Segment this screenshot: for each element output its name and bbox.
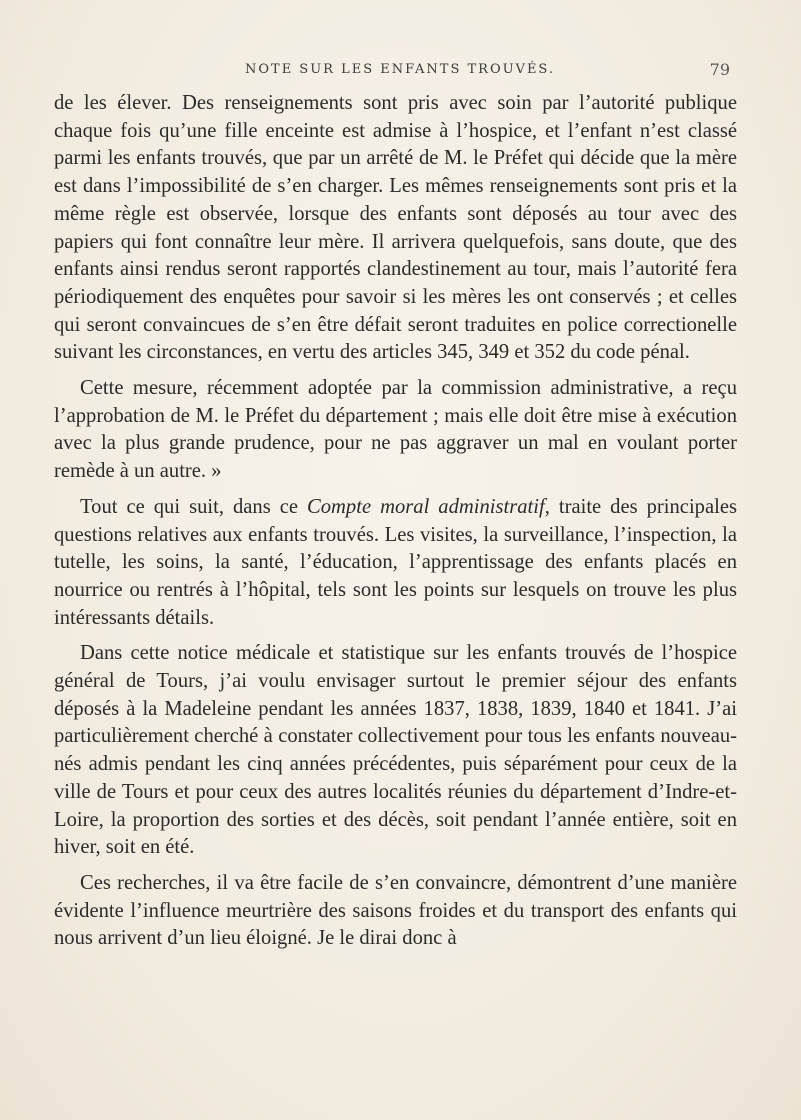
paragraph-text: , traite des principales questions relatives aux enfants trouvés. Les visites, la surveillance, l’inspection, la tutelle, les soins, la santé, l’éducation, l’apprentissage des enfants placés en nourrice ou rentrés à l’hôpital, tels sont les points sur lesquels on trouve les plus intéressants détails. — [54, 495, 737, 629]
paragraph: Ces recherches, il va être facile de s’en convaincre, démontrent d’une manière évidente l’influence meurtrière des saisons froides et du transport des enfants qui nous arrivent d’un lieu éloigné. Je le dirai donc à — [54, 871, 737, 950]
page-number: 79 — [709, 60, 730, 79]
book-title-italic: Compte moral administratif — [307, 495, 545, 518]
body-text — [54, 90, 737, 953]
paragraph: Dans cette notice médicale et statistique sur les enfants trouvés de l’hospice général de Tours, j’ai voulu envisager surtout le premier séjour des enfants déposés à la Madeleine pendant les années 1837, 1838, 1839, 1840 et 1841. J’ai particulièrement cherché à constater collectivement pour tous les enfants nouveau-nés admis pendant les cinq années précédentes, puis séparément pour ceux de la ville de Tours et pour ceux des autres localités réunies du département d’Indre-et-Loire, la proportion des sorties et des décès, soit pendant l’année entière, soit en hiver, soit en été. — [54, 642, 737, 859]
paragraph: Cette mesure, récemment adoptée par la commission administrative, a reçu l’approbation de M. le Préfet du département ; mais elle doit être mise à exécution avec la plus grande prudence, pour ne pas aggraver un mal en voulant porter remède à un autre. » — [54, 377, 737, 483]
paragraph-continuation: de les élever. Des renseignements sont pris avec soin par l’autorité publique chaque fois qu’une fille enceinte est admise à l’hospice, et l’enfant n’est classé parmi les enfants trouvés, que par un arrêté de M. le Préfet qui décide que la mère est dans l’impossibilité de s’en charger. Les mêmes renseignements sont pris et la même règle est observée, lorsque des enfants sont déposés au tour avec des papiers qui font connaître leur mère. Il arrivera quelquefois, sans doute, que des enfants ainsi rendus seront rapportés clandestinement au tour, mais l’autorité fera périodiquement des enquêtes pour savoir si les mères les ont conservés ; et celles qui seront convaincues de s’en être défait seront traduites en police correctionelle suivant les circonstances, en vertu des articles 345, 349 et 352 du code pénal. — [54, 92, 737, 364]
paragraph — [54, 494, 737, 633]
paragraph-text: Tout ce qui suit, dans ce — [80, 495, 308, 518]
running-title: NOTE SUR LES ENFANTS TROUVÉS. — [244, 62, 556, 77]
running-head — [70, 62, 730, 82]
